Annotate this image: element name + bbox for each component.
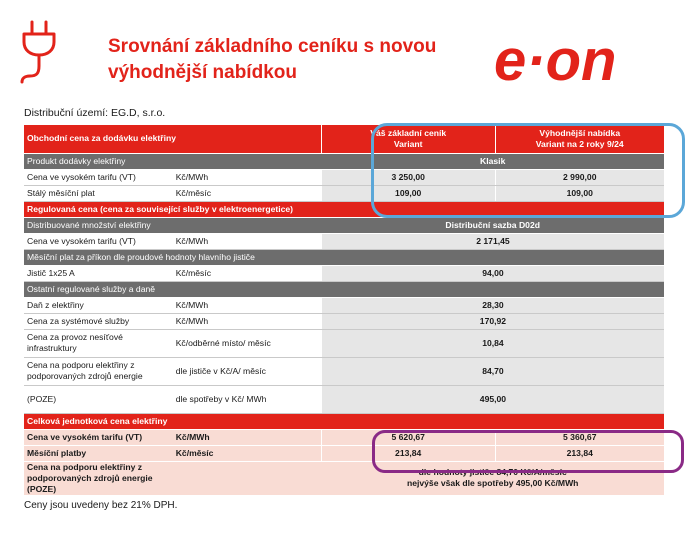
table-row [24,329,664,357]
section-regulated: Regulovaná cena (cena za související služby v elektroenergetice) [24,201,664,217]
system-unit: Kč/MWh [173,313,322,329]
dist-vt-unit: Kč/MWh [173,233,322,249]
col-better-title: Výhodnější nabídka [539,127,621,138]
total-monthly-better-value: 213,84 [495,445,664,461]
total-monthly-unit: Kč/měsíc [173,445,322,461]
poze-unit: dle spotřeby v Kč/ MWh [173,385,322,413]
table-row [24,297,664,313]
monthly-better-value: 109,00 [495,185,664,201]
table-row [24,357,664,385]
eon-logo [490,24,680,94]
tax-value: 28,30 [321,297,664,313]
total-monthly-label: Měsíční platby [24,445,173,461]
other-section: Ostatní regulované služby a daně [24,281,664,297]
col-better-sub: Variant na 2 roky 9/24 [535,138,624,149]
plug-icon [16,18,64,84]
ni-unit: Kč/odběrné místo/ měsíc [173,329,322,357]
breaker-section-row [24,249,664,265]
total-poze-label: Cena na podporu elektřiny z podporovaných zdrojů energie (POZE) [24,461,173,495]
logo-text: e·on [494,28,617,93]
vat-footnote: Ceny jsou uvedeny bez 21% DPH. [24,500,178,511]
poze-label: (POZE) [24,385,173,413]
col-basic-title: Váš základní ceník [370,127,447,138]
tax-unit: Kč/MWh [173,297,322,313]
oze-unit: dle jističe v Kč/A/ měsíc [173,357,322,385]
ni-value: 10,84 [321,329,664,357]
other-section-row [24,281,664,297]
oze-value: 84,70 [321,357,664,385]
highlight-purple-frame [372,430,684,473]
table-row [24,385,664,413]
distribution-area: Distribuční území: EG.D, s.r.o. [24,107,166,119]
tax-label: Daň z elektřiny [24,297,173,313]
vt-label: Cena ve vysokém tarifu (VT) [24,169,173,185]
table-row [24,265,664,281]
total-vt-basic-value: 5 620,67 [321,429,495,445]
breaker-unit: Kč/měsíc [173,265,322,281]
system-value: 170,92 [321,313,664,329]
table-row [24,233,664,249]
product-value: Klasik [321,153,664,169]
highlight-blue-frame [371,123,685,218]
breaker-section: Měsíční plat za příkon dle proudové hodnoty hlavního jističe [24,249,664,265]
vt-better-value: 2 990,00 [495,169,664,185]
breaker-label: Jistič 1x25 A [24,265,173,281]
total-monthly-basic-value: 213,84 [321,445,495,461]
dist-vt-label: Cena ve vysokém tarifu (VT) [24,233,173,249]
monthly-label: Stálý měsíční plat [24,185,173,201]
section-total-row [24,413,664,429]
distributed-row [24,217,664,233]
poze-value: 495,00 [321,385,664,413]
total-vt-better-value: 5 360,67 [495,429,664,445]
table-row [24,313,664,329]
section-commercial: Obchodní cena za dodávku elektřiny [24,125,321,153]
dist-vt-value: 2 171,45 [321,233,664,249]
system-label: Cena za systémové služby [24,313,173,329]
total-vt-label: Cena ve vysokém tarifu (VT) [24,429,173,445]
vt-basic-value: 3 250,00 [321,169,495,185]
distributed-label: Distribuované množství elektřiny [24,217,173,233]
page-title: Srovnání základního ceníku s novou výhodnější nabídkou [108,36,437,83]
total-vt-unit: Kč/MWh [173,429,322,445]
product-label: Produkt dodávky elektřiny [24,153,173,169]
total-poze-line2: nejvýše však dle spotřeby 495,00 Kč/MWh [406,478,579,488]
monthly-basic-value: 109,00 [321,185,495,201]
section-total: Celková jednotková cena elektřiny [24,413,664,429]
col-basic-sub: Variant [393,138,423,149]
vt-unit: Kč/MWh [173,169,322,185]
total-poze-line1: dle hodnoty jističe 84,70 Kč/A/měsíc [418,467,567,477]
monthly-unit: Kč/měsíc [173,185,322,201]
distributed-value: Distribuční sazba D02d [321,217,664,233]
breaker-value: 94,00 [321,265,664,281]
ni-label: Cena za provoz nesíťové infrastruktury [24,329,173,357]
oze-label: Cena na podporu elektřiny z podporovaných zdrojů energie [24,357,173,385]
